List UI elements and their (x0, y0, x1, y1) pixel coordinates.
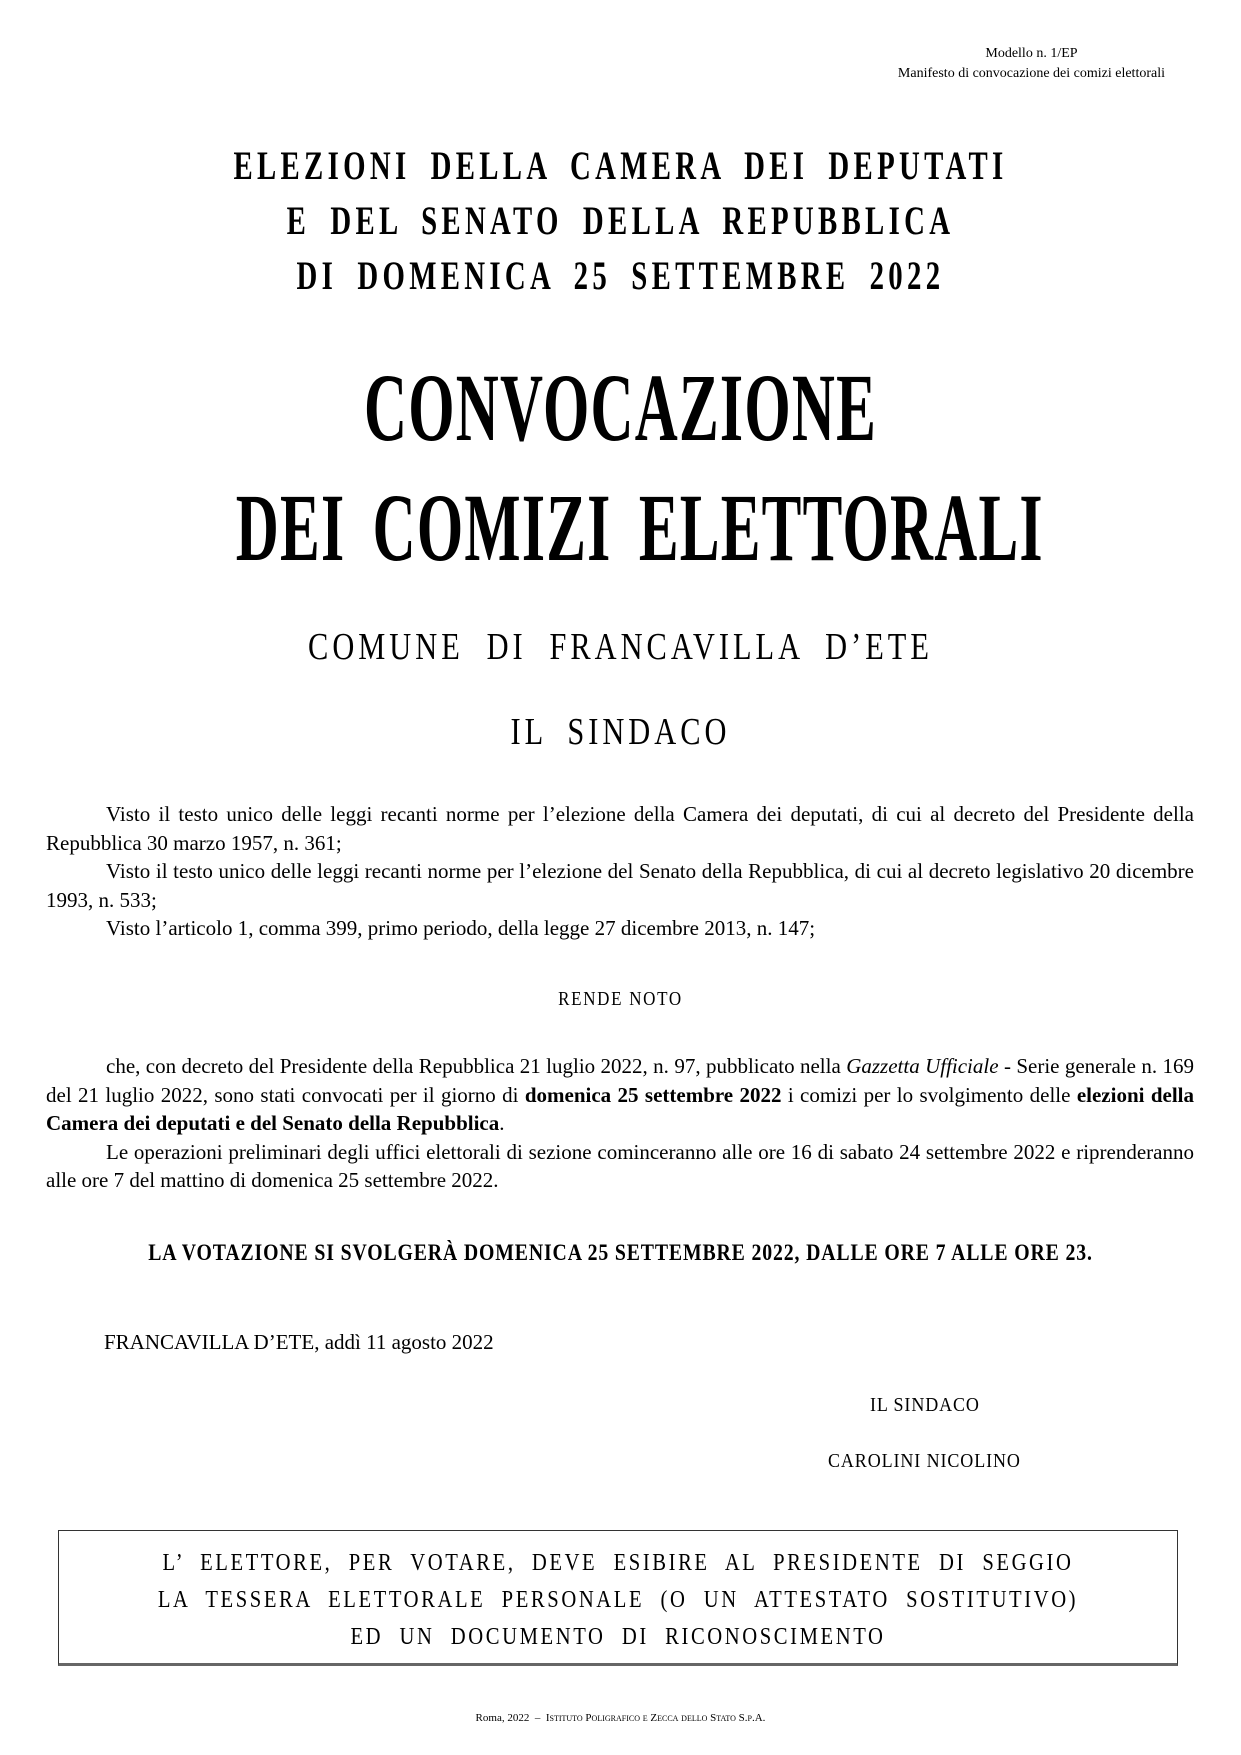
voting-hours: LA VOTAZIONE SI SVOLGERÀ DOMENICA 25 SETTEMBRE 2022, DALLE ORE 7 ALLE ORE 23. (148, 1240, 1093, 1265)
operations-paragraph: Le operazioni preliminari degli uffici elettorali di sezione cominceranno alle ore 16 di sabato 24 settembre 2022 e riprenderanno alle ore 7 del mattino di domenica 25 settembre 2022. (46, 1139, 1194, 1192)
printer-footer (0, 1712, 1241, 1724)
place-and-date: FRANCAVILLA D’ETE, addì 11 agosto 2022 (104, 1330, 494, 1354)
model-description: Manifesto di convocazione dei comizi elettorali (897, 66, 1165, 81)
mayor-heading: IL SINDACO (510, 711, 731, 753)
election-title-line: E DEL SENATO DELLA REPUBBLICA (286, 198, 955, 243)
election-date-bold: domenica 25 settembre 2022 (524, 1082, 782, 1107)
signature-title: IL SINDACO (870, 1394, 980, 1416)
main-title-line-1: CONVOCAZIONE (363, 354, 878, 461)
document-header (898, 44, 1165, 84)
gazzetta-ufficiale: Gazzetta Ufficiale (846, 1054, 999, 1078)
premise-paragraph: Visto l’articolo 1, comma 399, primo periodo, della legge 27 dicembre 2013, n. 147; (106, 916, 816, 940)
signature-name: CAROLINI NICOLINO (828, 1450, 1021, 1472)
text-span: i comizi per lo svolgimento delle (781, 1082, 1077, 1107)
premise-paragraph: Visto il testo unico delle leggi recanti norme per l’elezione del Senato della Repubblica, di cui al decreto legislativo 20 dicembre 1993, n. 533; (46, 859, 1194, 912)
municipality-name: COMUNE DI FRANCAVILLA D’ETE (308, 626, 933, 668)
voter-notice-box (58, 1530, 1178, 1666)
model-number: Modello n. 1/EP (985, 46, 1078, 61)
footer-separator: – (534, 1712, 541, 1724)
election-title (0, 138, 1241, 303)
election-title-line: DI DOMENICA 25 SETTEMBRE 2022 (296, 253, 945, 298)
main-title-line-2: DEI COMIZI ELETTORALI (235, 474, 1044, 581)
notice-line: ED UN DOCUMENTO DI RICONOSCIMENTO (350, 1624, 886, 1650)
notice-line: L’ ELETTORE, PER VOTARE, DEVE ESIBIRE AL PRESIDENTE DI SEGGIO (162, 1550, 1074, 1576)
text-span: - Serie generale n. 169 del 21 luglio 2022, sono stati convocati per il giorno di (46, 1054, 1194, 1107)
footer-publisher: Istituto Poligrafico e Zecca dello Stato S.p.A. (545, 1712, 766, 1724)
election-type-bold: elezioni della Camera dei deputati e del Senato della Repubblica (46, 1082, 1194, 1135)
text-span: . (499, 1111, 505, 1135)
rende-noto-heading: RENDE NOTO (558, 988, 683, 1010)
text-span: che, con decreto del Presidente della Repubblica 21 luglio 2022, n. 97, pubblicato nella (106, 1054, 847, 1078)
election-title-line: ELEZIONI DELLA CAMERA DEI DEPUTATI (233, 143, 1008, 188)
announcement (46, 1052, 1194, 1195)
premises (46, 800, 1194, 943)
notice-line: LA TESSERA ELETTORALE PERSONALE (O UN ATTESTATO SOSTITUTIVO) (157, 1587, 1079, 1613)
premise-paragraph: Visto il testo unico delle leggi recanti norme per l’elezione della Camera dei deputati, di cui al decreto del Presidente della Repubblica 30 marzo 1957, n. 361; (46, 802, 1194, 855)
announcement-paragraph (46, 1052, 1194, 1138)
footer-place-year: Roma, 2022 (475, 1712, 530, 1724)
